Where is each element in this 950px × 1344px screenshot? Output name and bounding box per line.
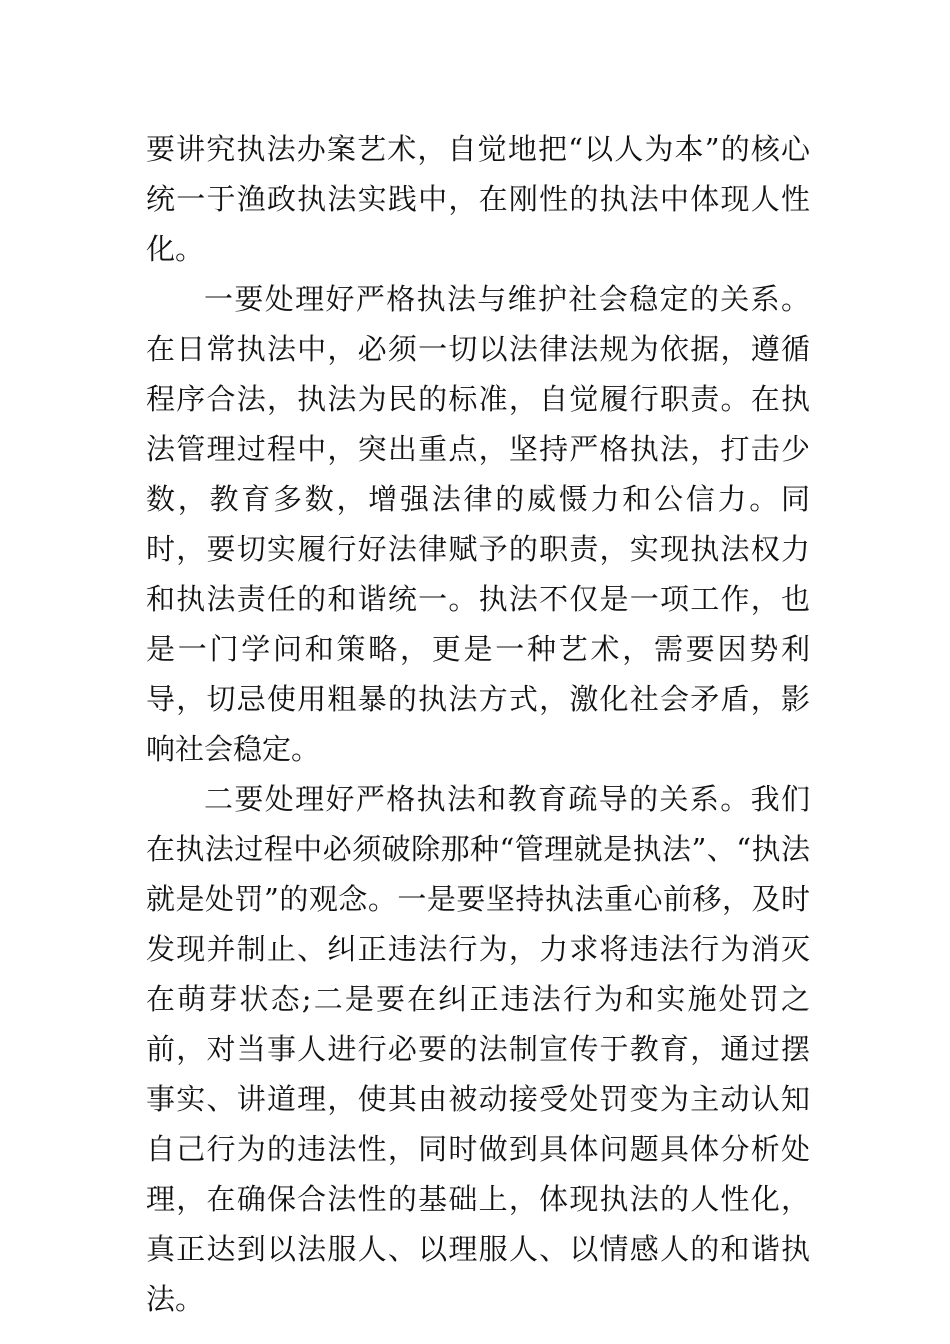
paragraph-intro: 要讲究执法办案艺术，自觉地把“以人为本”的核心统一于渔政执法实践中，在刚性的执法中体现人性化。 xyxy=(146,132,810,266)
paragraph-second-point: 二要处理好严格执法和教育疏导的关系。我们在执法过程中必须破除那种“管理就是执法”、“执法就是处罚”的观念。一是要坚持执法重心前移，及时发现并制止、纠正违法行为，力求将违法行为消灭在萌芽状态;二是要在纠正违法行为和实施处罚之前，对当事人进行必要的法制宣传于教育，通过摆事实、讲道理，使其由被动接受处罚变为主动认知自己行为的违法性，同时做到具体问题具体分析处理，在确保合法性的基础上，体现执法的人性化，真正达到以法服人、以理服人、以情感人的和谐执法。 xyxy=(146,782,810,1316)
document-page xyxy=(146,124,810,1324)
paragraph-first-point: 一要处理好严格执法与维护社会稳定的关系。在日常执法中，必须一切以法律法规为依据，遵循程序合法，执法为民的标准，自觉履行职责。在执法管理过程中，突出重点，坚持严格执法，打击少数，教育多数，增强法律的威慑力和公信力。同时，要切实履行好法律赋予的职责，实现执法权力和执法责任的和谐统一。执法不仅是一项工作，也是一门学问和策略，更是一种艺术，需要因势利导，切忌使用粗暴的执法方式，激化社会矛盾，影响社会稳定。 xyxy=(146,282,810,766)
